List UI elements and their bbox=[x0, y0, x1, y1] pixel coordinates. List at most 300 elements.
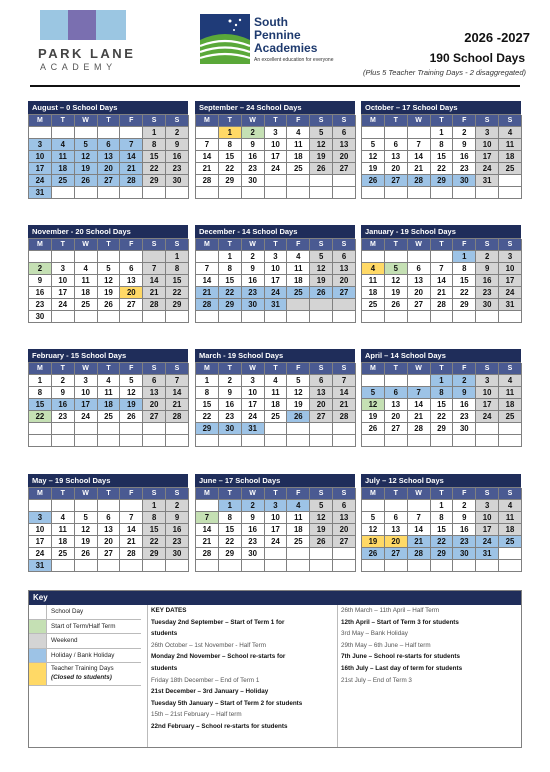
day-cell: 14 bbox=[408, 151, 431, 163]
day-cell: 4 bbox=[362, 263, 385, 275]
day-cell: 3 bbox=[476, 127, 499, 139]
day-cell: 12 bbox=[362, 524, 385, 536]
day-cell: 18 bbox=[52, 163, 75, 175]
day-cell: 30 bbox=[476, 299, 499, 311]
day-cell: 12 bbox=[310, 512, 333, 524]
day-cell: 19 bbox=[310, 524, 333, 536]
day-cell: 19 bbox=[362, 411, 385, 423]
day-cell: 8 bbox=[219, 512, 242, 524]
day-cell: 8 bbox=[29, 387, 52, 399]
day-cell: 23 bbox=[453, 163, 476, 175]
day-cell bbox=[196, 251, 219, 263]
day-cell bbox=[166, 560, 189, 572]
day-cell: 3 bbox=[52, 263, 75, 275]
day-cell: 21 bbox=[120, 536, 143, 548]
day-cell bbox=[287, 548, 310, 560]
day-cell: 26 bbox=[287, 411, 310, 423]
month-title: October – 17 School Days bbox=[361, 101, 521, 114]
day-cell bbox=[120, 423, 143, 435]
day-cell: 19 bbox=[120, 399, 143, 411]
day-cell: 21 bbox=[408, 163, 431, 175]
day-cell: 22 bbox=[219, 163, 242, 175]
key-date-line: students bbox=[151, 664, 178, 672]
weekday-header: M bbox=[29, 363, 52, 375]
month-day-grid bbox=[195, 487, 355, 572]
day-cell bbox=[310, 175, 333, 187]
day-cell bbox=[310, 423, 333, 435]
month-title: June – 17 School Days bbox=[195, 474, 355, 487]
weekday-header: F bbox=[287, 115, 310, 127]
day-cell: 20 bbox=[310, 399, 333, 411]
day-cell: 1 bbox=[431, 127, 454, 139]
weekday-header: T bbox=[219, 488, 242, 500]
day-cell: 2 bbox=[453, 500, 476, 512]
day-cell bbox=[408, 560, 431, 572]
day-cell: 25 bbox=[362, 299, 385, 311]
day-cell: 18 bbox=[52, 536, 75, 548]
day-cell: 3 bbox=[476, 375, 499, 387]
weekday-header: M bbox=[362, 115, 385, 127]
day-cell: 10 bbox=[29, 151, 52, 163]
day-cell: 6 bbox=[310, 375, 333, 387]
weekday-header: F bbox=[120, 363, 143, 375]
day-cell: 5 bbox=[310, 251, 333, 263]
day-cell bbox=[453, 435, 476, 447]
day-cell: 4 bbox=[499, 375, 522, 387]
weekday-header: W bbox=[75, 363, 98, 375]
day-cell: 3 bbox=[242, 375, 265, 387]
day-cell bbox=[499, 423, 522, 435]
day-cell bbox=[333, 299, 356, 311]
legend-label-text: Start of Term/Half Term bbox=[51, 622, 116, 630]
day-cell: 29 bbox=[143, 548, 166, 560]
day-cell: 15 bbox=[431, 151, 454, 163]
day-cell bbox=[120, 435, 143, 447]
day-cell bbox=[75, 560, 98, 572]
day-cell: 31 bbox=[29, 560, 52, 572]
day-cell: 27 bbox=[333, 287, 356, 299]
day-cell: 14 bbox=[143, 275, 166, 287]
day-cell: 31 bbox=[499, 299, 522, 311]
day-cell bbox=[98, 127, 121, 139]
day-cell: 23 bbox=[453, 536, 476, 548]
day-cell: 22 bbox=[196, 411, 219, 423]
day-cell: 31 bbox=[476, 548, 499, 560]
day-cell: 2 bbox=[166, 500, 189, 512]
day-cell: 10 bbox=[29, 524, 52, 536]
day-cell: 30 bbox=[242, 175, 265, 187]
day-cell: 29 bbox=[431, 423, 454, 435]
month-day-grid bbox=[195, 238, 355, 323]
day-cell bbox=[98, 251, 121, 263]
weekday-header: S bbox=[166, 363, 189, 375]
weekday-header: F bbox=[453, 363, 476, 375]
day-cell: 24 bbox=[476, 163, 499, 175]
day-cell bbox=[385, 127, 408, 139]
day-cell: 23 bbox=[476, 287, 499, 299]
key-date-line: Tuesday 2nd September – Start of Term 1 for bbox=[151, 618, 285, 626]
header-divider bbox=[30, 85, 520, 87]
day-cell bbox=[265, 548, 288, 560]
key-dates-column-2 bbox=[337, 605, 522, 747]
day-cell: 22 bbox=[431, 411, 454, 423]
key-date-line: 26th March – 11th April – Half Term bbox=[341, 607, 440, 614]
key-dates-column-1 bbox=[147, 605, 336, 747]
day-cell: 25 bbox=[287, 536, 310, 548]
day-cell: 8 bbox=[219, 139, 242, 151]
day-cell: 5 bbox=[120, 375, 143, 387]
key-date-line: 15th – 21st February – Half term bbox=[151, 711, 242, 719]
day-cell: 30 bbox=[166, 548, 189, 560]
day-cell: 17 bbox=[476, 151, 499, 163]
key-dates-title: KEY DATES bbox=[151, 607, 187, 614]
weekday-header: S bbox=[333, 488, 356, 500]
day-cell: 26 bbox=[310, 536, 333, 548]
day-cell: 15 bbox=[166, 275, 189, 287]
day-cell: 30 bbox=[242, 299, 265, 311]
weekday-header: T bbox=[265, 363, 288, 375]
day-cell: 17 bbox=[242, 399, 265, 411]
day-cell: 3 bbox=[476, 500, 499, 512]
weekday-header: S bbox=[499, 363, 522, 375]
legend-label-text: Teacher Training Days bbox=[51, 665, 114, 672]
day-cell bbox=[287, 423, 310, 435]
month-day-grid bbox=[361, 114, 521, 199]
day-cell: 27 bbox=[333, 163, 356, 175]
day-cell: 12 bbox=[120, 387, 143, 399]
day-cell: 11 bbox=[75, 275, 98, 287]
day-cell bbox=[333, 560, 356, 572]
day-cell bbox=[196, 311, 219, 323]
day-cell: 13 bbox=[385, 151, 408, 163]
day-cell bbox=[120, 500, 143, 512]
day-cell: 8 bbox=[196, 387, 219, 399]
day-cell bbox=[196, 127, 219, 139]
day-cell: 3 bbox=[499, 251, 522, 263]
day-cell bbox=[499, 187, 522, 199]
day-cell bbox=[219, 187, 242, 199]
weekday-header: T bbox=[385, 115, 408, 127]
day-cell: 28 bbox=[408, 548, 431, 560]
day-cell bbox=[265, 175, 288, 187]
weekday-header: T bbox=[98, 488, 121, 500]
day-cell: 24 bbox=[476, 411, 499, 423]
month-calendar bbox=[361, 474, 521, 572]
day-cell: 7 bbox=[408, 139, 431, 151]
day-cell bbox=[333, 311, 356, 323]
day-cell: 25 bbox=[499, 163, 522, 175]
month-calendar bbox=[361, 225, 521, 323]
day-cell: 15 bbox=[143, 524, 166, 536]
day-cell bbox=[385, 500, 408, 512]
day-cell: 16 bbox=[166, 524, 189, 536]
day-cell bbox=[310, 187, 333, 199]
day-cell: 5 bbox=[385, 263, 408, 275]
day-cell: 17 bbox=[476, 524, 499, 536]
legend bbox=[29, 605, 141, 686]
day-cell: 18 bbox=[499, 524, 522, 536]
day-cell: 9 bbox=[453, 139, 476, 151]
day-cell bbox=[242, 187, 265, 199]
day-cell: 30 bbox=[242, 548, 265, 560]
day-cell bbox=[310, 548, 333, 560]
day-cell: 13 bbox=[120, 275, 143, 287]
day-cell: 17 bbox=[75, 399, 98, 411]
day-cell: 27 bbox=[310, 411, 333, 423]
day-cell bbox=[75, 251, 98, 263]
weekday-header: W bbox=[242, 115, 265, 127]
weekday-header: S bbox=[476, 115, 499, 127]
day-cell: 25 bbox=[52, 548, 75, 560]
day-cell: 5 bbox=[362, 512, 385, 524]
day-cell bbox=[408, 187, 431, 199]
day-cell: 15 bbox=[196, 399, 219, 411]
day-cell: 20 bbox=[385, 163, 408, 175]
day-cell bbox=[196, 187, 219, 199]
day-cell bbox=[143, 251, 166, 263]
key-title: Key bbox=[29, 591, 521, 605]
key-date-line: 3rd May – Bank Holiday bbox=[341, 630, 408, 638]
day-cell: 30 bbox=[219, 423, 242, 435]
day-cell: 14 bbox=[196, 275, 219, 287]
day-cell: 14 bbox=[120, 151, 143, 163]
spa-name-line: South bbox=[254, 15, 288, 29]
day-cell: 6 bbox=[98, 512, 121, 524]
day-cell: 24 bbox=[265, 287, 288, 299]
day-cell: 16 bbox=[453, 524, 476, 536]
day-cell: 9 bbox=[52, 387, 75, 399]
day-cell: 8 bbox=[453, 263, 476, 275]
day-cell bbox=[143, 435, 166, 447]
day-cell: 7 bbox=[431, 263, 454, 275]
day-cell bbox=[476, 187, 499, 199]
day-cell: 16 bbox=[242, 524, 265, 536]
weekday-header: T bbox=[219, 239, 242, 251]
day-cell: 29 bbox=[196, 423, 219, 435]
weekday-header: T bbox=[431, 488, 454, 500]
day-cell: 3 bbox=[265, 500, 288, 512]
day-cell bbox=[52, 251, 75, 263]
month-calendar bbox=[361, 349, 521, 447]
day-cell: 1 bbox=[219, 251, 242, 263]
day-cell bbox=[385, 251, 408, 263]
day-cell: 4 bbox=[52, 139, 75, 151]
month-calendar bbox=[195, 474, 355, 572]
day-cell: 30 bbox=[453, 175, 476, 187]
day-cell bbox=[29, 423, 52, 435]
weekday-header: S bbox=[166, 115, 189, 127]
day-cell: 14 bbox=[120, 524, 143, 536]
day-cell bbox=[476, 423, 499, 435]
day-cell: 8 bbox=[166, 263, 189, 275]
month-day-grid bbox=[361, 362, 521, 447]
day-cell: 24 bbox=[265, 536, 288, 548]
day-cell: 26 bbox=[362, 423, 385, 435]
month-title: February - 15 School Days bbox=[28, 349, 188, 362]
day-cell: 21 bbox=[196, 536, 219, 548]
day-cell bbox=[52, 187, 75, 199]
day-cell: 28 bbox=[431, 299, 454, 311]
day-cell: 19 bbox=[75, 536, 98, 548]
day-cell bbox=[120, 127, 143, 139]
day-cell: 14 bbox=[166, 387, 189, 399]
day-cell bbox=[408, 127, 431, 139]
day-cell bbox=[499, 560, 522, 572]
day-cell: 16 bbox=[453, 151, 476, 163]
legend-label bbox=[51, 608, 83, 615]
day-cell: 5 bbox=[287, 375, 310, 387]
key-date-line: 12th April – Start of Term 3 for students bbox=[341, 618, 459, 626]
weekday-header: S bbox=[476, 363, 499, 375]
day-cell bbox=[75, 127, 98, 139]
day-cell bbox=[362, 500, 385, 512]
day-cell: 15 bbox=[219, 524, 242, 536]
logo-bar-blue bbox=[96, 10, 126, 40]
weekday-header: S bbox=[333, 239, 356, 251]
day-cell: 22 bbox=[219, 287, 242, 299]
day-cell: 30 bbox=[29, 311, 52, 323]
day-cell: 4 bbox=[52, 512, 75, 524]
month-day-grid bbox=[361, 487, 521, 572]
day-cell: 11 bbox=[499, 512, 522, 524]
day-cell bbox=[333, 423, 356, 435]
day-cell: 2 bbox=[453, 127, 476, 139]
day-cell bbox=[333, 187, 356, 199]
day-cell bbox=[120, 251, 143, 263]
day-cell bbox=[476, 435, 499, 447]
day-cell: 30 bbox=[166, 175, 189, 187]
day-cell: 21 bbox=[408, 536, 431, 548]
day-cell bbox=[52, 127, 75, 139]
day-cell bbox=[362, 375, 385, 387]
day-cell bbox=[453, 311, 476, 323]
day-cell: 19 bbox=[287, 399, 310, 411]
day-cell: 9 bbox=[166, 139, 189, 151]
day-cell bbox=[310, 311, 333, 323]
month-title: December - 14 School Days bbox=[195, 225, 355, 238]
day-cell: 22 bbox=[219, 536, 242, 548]
legend-swatch bbox=[29, 634, 47, 648]
day-cell: 23 bbox=[166, 163, 189, 175]
day-cell: 19 bbox=[385, 287, 408, 299]
day-cell bbox=[431, 560, 454, 572]
day-cell: 5 bbox=[75, 139, 98, 151]
legend-item bbox=[29, 605, 141, 620]
weekday-header: W bbox=[408, 239, 431, 251]
day-cell: 13 bbox=[333, 139, 356, 151]
day-cell: 18 bbox=[287, 151, 310, 163]
weekday-header: W bbox=[242, 363, 265, 375]
day-cell: 26 bbox=[362, 175, 385, 187]
day-cell: 31 bbox=[265, 299, 288, 311]
day-cell bbox=[310, 435, 333, 447]
day-cell: 9 bbox=[29, 275, 52, 287]
day-cell: 22 bbox=[431, 163, 454, 175]
day-cell bbox=[196, 435, 219, 447]
day-cell: 10 bbox=[499, 263, 522, 275]
day-cell bbox=[499, 311, 522, 323]
day-cell: 27 bbox=[385, 175, 408, 187]
day-cell: 9 bbox=[242, 512, 265, 524]
day-cell: 28 bbox=[120, 548, 143, 560]
day-cell: 15 bbox=[143, 151, 166, 163]
day-cell bbox=[385, 375, 408, 387]
day-cell: 15 bbox=[29, 399, 52, 411]
day-cell: 25 bbox=[499, 411, 522, 423]
day-cell: 22 bbox=[431, 536, 454, 548]
day-cell: 26 bbox=[75, 548, 98, 560]
day-cell: 21 bbox=[196, 287, 219, 299]
day-cell: 5 bbox=[75, 512, 98, 524]
weekday-header: M bbox=[196, 488, 219, 500]
day-cell: 25 bbox=[75, 299, 98, 311]
day-cell: 26 bbox=[385, 299, 408, 311]
day-cell: 17 bbox=[265, 524, 288, 536]
day-cell: 28 bbox=[120, 175, 143, 187]
weekday-header: W bbox=[408, 363, 431, 375]
weekday-header: M bbox=[362, 488, 385, 500]
month-calendar bbox=[28, 101, 188, 199]
day-cell: 15 bbox=[219, 151, 242, 163]
day-cell: 19 bbox=[75, 163, 98, 175]
key-dates-list-1 bbox=[148, 617, 336, 733]
key-date-line: students bbox=[151, 630, 178, 638]
day-cell bbox=[431, 311, 454, 323]
day-cell: 19 bbox=[362, 536, 385, 548]
key-date-line: 16th July – Last day of term for students bbox=[341, 664, 463, 672]
weekday-header: S bbox=[143, 363, 166, 375]
day-cell: 7 bbox=[120, 512, 143, 524]
day-cell bbox=[166, 435, 189, 447]
day-cell: 10 bbox=[476, 387, 499, 399]
day-cell: 4 bbox=[287, 500, 310, 512]
day-cell bbox=[52, 435, 75, 447]
day-cell: 24 bbox=[242, 411, 265, 423]
legend-item bbox=[29, 649, 141, 664]
day-cell bbox=[333, 548, 356, 560]
legend-item bbox=[29, 663, 141, 686]
day-cell: 9 bbox=[166, 512, 189, 524]
day-cell bbox=[476, 311, 499, 323]
day-cell bbox=[52, 560, 75, 572]
day-cell bbox=[499, 435, 522, 447]
day-cell: 24 bbox=[75, 411, 98, 423]
month-title: November - 20 School Days bbox=[28, 225, 188, 238]
day-cell: 22 bbox=[143, 163, 166, 175]
day-cell: 21 bbox=[431, 287, 454, 299]
spa-name bbox=[254, 16, 317, 55]
weekday-header: W bbox=[242, 488, 265, 500]
day-cell: 16 bbox=[242, 151, 265, 163]
day-cell: 4 bbox=[287, 251, 310, 263]
day-cell: 9 bbox=[242, 139, 265, 151]
day-cell bbox=[75, 423, 98, 435]
weekday-header: M bbox=[29, 239, 52, 251]
day-cell: 7 bbox=[166, 375, 189, 387]
day-cell: 13 bbox=[310, 387, 333, 399]
academic-year: 2026 -2027 bbox=[464, 30, 530, 45]
day-cell bbox=[385, 187, 408, 199]
weekday-header: T bbox=[98, 115, 121, 127]
day-cell: 9 bbox=[476, 263, 499, 275]
day-cell: 7 bbox=[143, 263, 166, 275]
weekday-header: S bbox=[476, 488, 499, 500]
day-cell: 11 bbox=[499, 139, 522, 151]
day-cell: 29 bbox=[431, 548, 454, 560]
weekday-header: W bbox=[408, 115, 431, 127]
day-cell bbox=[287, 560, 310, 572]
day-cell: 1 bbox=[219, 500, 242, 512]
